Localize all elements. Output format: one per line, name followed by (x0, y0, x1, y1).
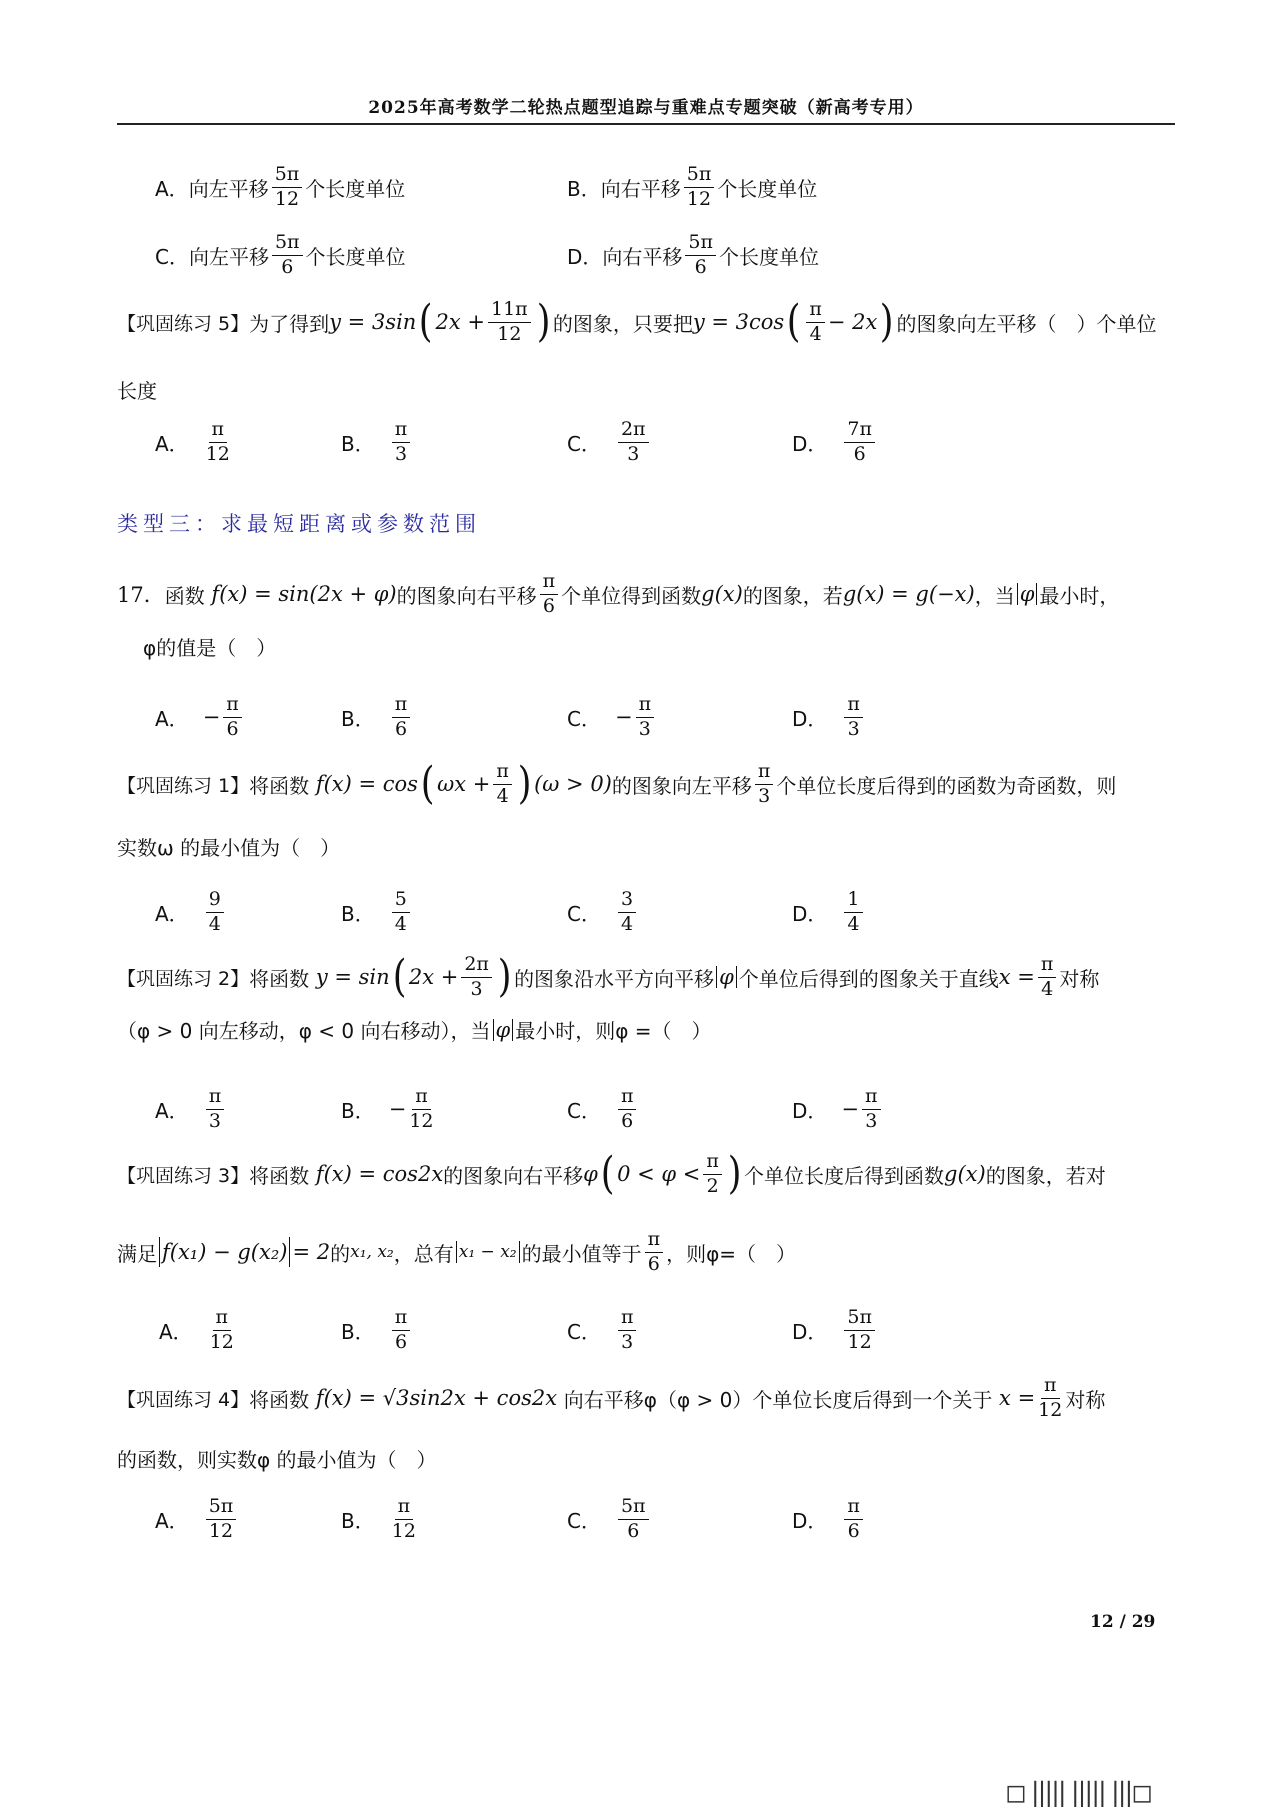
p2-option-a: A． $\frac{\pi}{3}$ (155, 1087, 227, 1132)
p3-option-a: A． $\frac{\pi}{12}$ (159, 1306, 234, 1353)
section-title: 类型三：求最短距离或参数范围 (117, 512, 481, 536)
practice-2-line2: （φ > 0 向左移动，φ < 0 向右移动），当 φ 最小时，则φ =（ ） (117, 1017, 712, 1043)
practice-4-line1: 【巩固练习 4】 将函数 f(x) = √3sin2x + cos2x 向右平移φ（φ > 0）个单位长度后得到一个关于 x = $\frac{\pi}{12}$ 对称 (117, 1374, 1106, 1421)
page-number: 12 / 29 (1090, 1612, 1156, 1632)
practice-2-line1: 【巩固练习 2】 将函数 y = sin ( 2x + $\frac{2\pi}{3}$ ) 的图象沿水平方向平移 φ 个单位后得到的图象关于直线 x = $\frac{\pi}{4}$ 对称 (117, 951, 1100, 1003)
top-option-d: D． 向右平移 $\frac{5\pi}{6}$ 个长度单位 (567, 231, 819, 278)
p1-option-c: C． $\frac{3}{4}$ (567, 890, 639, 935)
p3-option-c: C． $\frac{\pi}{3}$ (567, 1308, 639, 1353)
practice-4-line2: 的函数，则实数φ 的最小值为（ ） (117, 1448, 437, 1472)
p1-option-a: A． $\frac{9}{4}$ (155, 890, 227, 935)
p4-option-a: A． $\frac{5\pi}{12}$ (155, 1497, 239, 1542)
top-option-b: B． 向右平移 $\frac{5\pi}{12}$ 个长度单位 (567, 163, 818, 210)
watermark: ◻ ||||| ||||| |||◻ (1005, 1778, 1151, 1808)
q17-line2: φ的值是（ ） (143, 636, 277, 660)
practice-3-line2: 满足 f(x₁) − g(x₂) = 2 的 x₁, x₂ ，总有 x₁ − x₂ 的最小值等于 $\frac{\pi}{6}$ ，则φ=（ ） (117, 1228, 797, 1275)
q17-option-d: D． $\frac{\pi}{3}$ (792, 695, 866, 740)
p5-option-b: B． $\frac{\pi}{3}$ (341, 420, 413, 465)
q17-option-c: C． − $\frac{\pi}{3}$ (567, 695, 657, 740)
p3-option-b: B． $\frac{\pi}{6}$ (341, 1308, 413, 1353)
practice-5-line1: 【巩固练习 5】 为了得到 y = 3sin ( 2x + $\frac{11\pi}{12}$ ) 的图象，只要把 y = 3cos ( $\frac{\pi}{4}$ − 2x ) 的图象向左平移（ ）个单位 (117, 296, 1157, 348)
p4-option-c: C． $\frac{5\pi}{6}$ (567, 1497, 652, 1542)
p2-option-c: C． $\frac{\pi}{6}$ (567, 1087, 639, 1132)
top-option-c: C． 向左平移 $\frac{5\pi}{6}$ 个长度单位 (155, 231, 406, 278)
practice-3-line1: 【巩固练习 3】 将函数 f(x) = cos2x 的图象向右平移 φ ( 0 < φ < $\frac{\pi}{2}$ ) 个单位长度后得到函数 g(x) 的图象，若对 (117, 1148, 1106, 1200)
p5-option-c: C． $\frac{2\pi}{3}$ (567, 420, 652, 465)
top-option-a: A． 向左平移 $\frac{5\pi}{12}$ 个长度单位 (155, 163, 406, 210)
p2-option-b: B． − $\frac{\pi}{12}$ (341, 1085, 434, 1132)
p4-option-b: B． $\frac{\pi}{12}$ (341, 1495, 416, 1542)
header-rule (117, 123, 1175, 125)
practice-5-line2: 长度 (117, 379, 157, 403)
q17-option-b: B． $\frac{\pi}{6}$ (341, 695, 413, 740)
q17-line1: 17． 函数 f(x) = sin(2x + φ) 的图象向右平移 $\frac{\pi}{6}$ 个单位得到函数 g(x) 的图象，若 g(x) = g(−x) ，当 φ 最小时， (117, 570, 1120, 617)
p4-option-d: D． $\frac{\pi}{6}$ (792, 1497, 866, 1542)
p1-option-b: B． $\frac{5}{4}$ (341, 890, 413, 935)
q17-option-a: A． − $\frac{\pi}{6}$ (155, 695, 245, 740)
practice-1-line2: 实数ω 的最小值为（ ） (117, 836, 341, 860)
page-header: 2025年高考数学二轮热点题型追踪与重难点专题突破（新高考专用） (368, 98, 924, 118)
p5-option-a: A． $\frac{\pi}{12}$ (155, 418, 230, 465)
practice-1-line1: 【巩固练习 1】 将函数 f(x) = cos ( ωx + $\frac{\pi}{4}$ ) (ω > 0) 的图象向左平移 $\frac{\pi}{3}$ 个单位长度后得到的函数为奇函数，则 (117, 758, 1117, 810)
p3-option-d: D． $\frac{5\pi}{12}$ (792, 1308, 878, 1353)
p2-option-d: D． − $\frac{\pi}{3}$ (792, 1087, 884, 1132)
p5-option-d: D． $\frac{7\pi}{6}$ (792, 420, 878, 465)
p1-option-d: D． $\frac{1}{4}$ (792, 890, 866, 935)
